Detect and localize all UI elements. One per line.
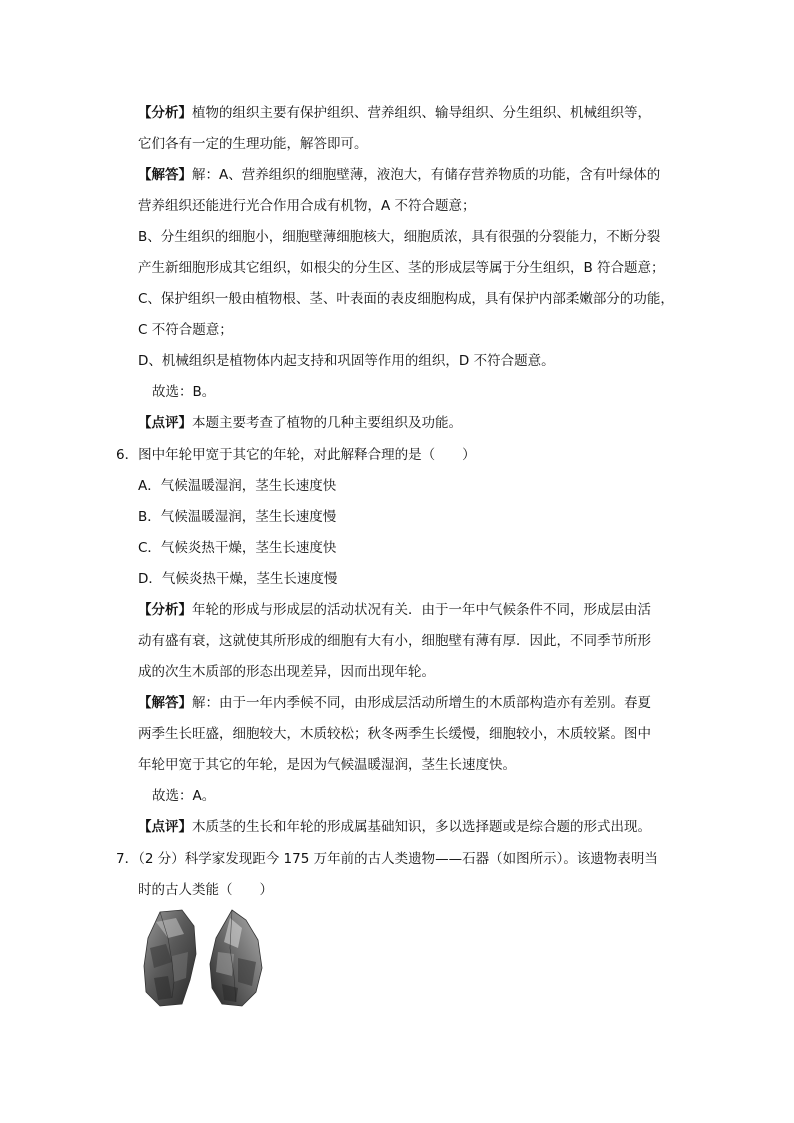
answer-line-1 [138, 165, 660, 185]
text: 木质茎的生长和年轮的形成属基础知识，多以选择题或是综合题的形式出现。 [192, 819, 651, 835]
question-6-stem [116, 445, 476, 465]
q6-analysis-line-1 [138, 600, 651, 620]
question-7-stem-line-1 [116, 849, 658, 869]
question-6-option-a [138, 476, 336, 496]
text: 成的次生木质部的形态出现差异，因而出现年轮。 [138, 664, 435, 680]
text: 本题主要考查了植物的几种主要组织及功能。 [192, 415, 462, 431]
question-6-option-c [138, 538, 336, 558]
text: 营养组织还能进行光合作用合成有机物，A 不符合题意； [138, 198, 476, 214]
answer-line-3 [138, 227, 660, 247]
answer-tag: 【解答】 [138, 695, 192, 711]
text: 故选：B。 [152, 384, 216, 400]
answer-line-5 [138, 289, 674, 309]
text: 植物的组织主要有保护组织、营养组织、输导组织、分生组织、机械组织等， [192, 105, 651, 121]
stone-tool-right [210, 910, 262, 1006]
text: 产生新细胞形成其它组织，如根尖的分生区、茎的形成层等属于分生组织，B 符合题意； [138, 260, 665, 276]
text: C、保护组织一般由植物根、茎、叶表面的表皮细胞构成，具有保护内部柔嫩部分的功能， [138, 291, 674, 307]
q6-answer-choice [152, 786, 215, 806]
text: 动有盛有衰，这就使其所形成的细胞有大有小，细胞壁有薄有厚．因此，不同季节所形 [138, 633, 651, 649]
stone-tools-illustration [138, 908, 268, 1010]
answer-line-7 [138, 351, 555, 371]
comment-tag: 【点评】 [138, 819, 192, 835]
answer-line-2 [138, 196, 476, 216]
stone-tools-image [138, 908, 268, 1010]
answer-line-6 [138, 320, 233, 340]
text: B．气候温暖湿润，茎生长速度慢 [138, 509, 337, 525]
question-7-stem-line-2 [138, 880, 273, 900]
text: C．气候炎热干燥，茎生长速度快 [138, 540, 337, 556]
text: 7．（2 分）科学家发现距今 175 万年前的古人类遗物——石器（如图所示）。该遗物表明当 [116, 851, 658, 867]
text: D．气候炎热干燥，茎生长速度慢 [138, 571, 338, 587]
text: 故选：A。 [152, 788, 216, 804]
text: 它们各有一定的生理功能，解答即可。 [138, 136, 368, 152]
text: 6．图中年轮甲宽于其它的年轮，对此解释合理的是（ ） [116, 447, 476, 463]
q6-analysis-line-2 [138, 631, 651, 651]
text: A．气候温暖湿润，茎生长速度快 [138, 478, 337, 494]
question-6-option-b [138, 507, 336, 527]
text: 解：A、营养组织的细胞壁薄，液泡大，有储存营养物质的功能，含有叶绿体的 [192, 167, 661, 183]
answer-line-4 [138, 258, 665, 278]
text: 时的古人类能（ ） [138, 882, 273, 898]
text: 两季生长旺盛，细胞较大，木质较松；秋冬两季生长缓慢，细胞较小，木质较紧。图中 [138, 726, 651, 742]
q6-answer-line-2 [138, 724, 651, 744]
q6-analysis-line-3 [138, 662, 435, 682]
answer-choice-line [152, 382, 215, 402]
text: 解：由于一年内季候不同，由形成层活动所增生的木质部构造亦有差别。春夏 [192, 695, 651, 711]
comment-tag: 【点评】 [138, 415, 192, 431]
comment-line [138, 413, 462, 433]
analysis-tag: 【分析】 [138, 602, 192, 618]
q6-answer-line-3 [138, 755, 516, 775]
text: 年轮的形成与形成层的活动状况有关．由于一年中气候条件不同，形成层由活 [192, 602, 651, 618]
answer-tag: 【解答】 [138, 167, 192, 183]
stone-tool-left [144, 910, 196, 1006]
analysis-line-1 [138, 103, 651, 123]
q6-comment-line [138, 817, 651, 837]
text: D、机械组织是植物体内起支持和巩固等作用的组织，D 不符合题意。 [138, 353, 555, 369]
question-6-option-d [138, 569, 337, 589]
q6-answer-line-1 [138, 693, 651, 713]
analysis-tag: 【分析】 [138, 105, 192, 121]
text: B、分生组织的细胞小，细胞壁薄细胞核大，细胞质浓，具有很强的分裂能力，不断分裂 [138, 229, 661, 245]
text: 年轮甲宽于其它的年轮，是因为气候温暖湿润，茎生长速度快。 [138, 757, 516, 773]
text: C 不符合题意； [138, 322, 233, 338]
analysis-line-2 [138, 134, 368, 154]
